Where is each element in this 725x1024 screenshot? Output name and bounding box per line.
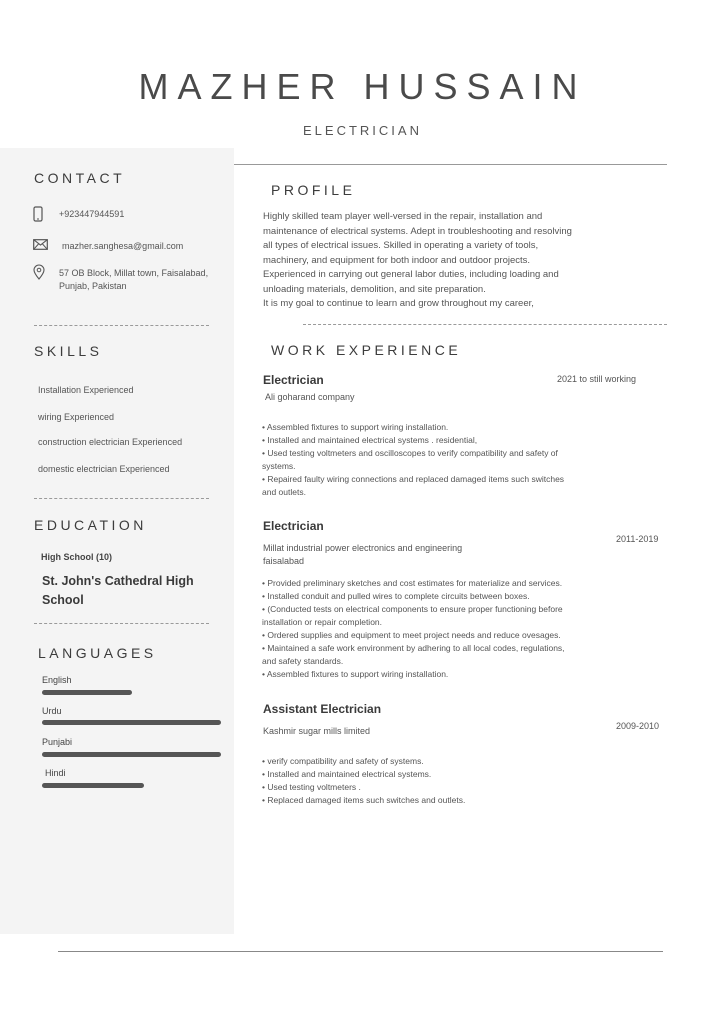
- main-divider: [303, 324, 667, 325]
- sidebar-divider: [34, 325, 209, 326]
- resume-title: ELECTRICIAN: [303, 123, 422, 138]
- language-name: Punjabi: [42, 737, 73, 747]
- language-name: Urdu: [42, 706, 62, 716]
- job-bullet: • Assembled fixtures to support wiring installation.: [262, 669, 449, 679]
- job-bullet: • verify compatibility and safety of systems.: [262, 756, 424, 766]
- address-line-2: Punjab, Pakistan: [59, 281, 127, 291]
- footer-divider: [58, 951, 663, 952]
- education-level: High School (10): [41, 552, 113, 562]
- sidebar-divider: [34, 623, 209, 624]
- job-bullet: and outlets.: [262, 487, 306, 497]
- language-name: Hindi: [45, 768, 66, 778]
- job-dates: 2021 to still working: [557, 374, 637, 384]
- job-bullet: • Used testing voltmeters and oscilloscopes to verify compatibility and safety of: [262, 448, 558, 458]
- job-bullets: [262, 421, 564, 499]
- sidebar-divider: [34, 498, 209, 499]
- profile-line: all types of electrical issues. Skilled in operating a variety of tools,: [263, 240, 539, 251]
- mail-icon: [33, 239, 48, 250]
- school-name-line-1: St. John's Cathedral High: [42, 574, 194, 588]
- resume-name: MAZHER HUSSAIN: [138, 66, 587, 107]
- address-line-1: 57 OB Block, Millat town, Faisalabad,: [59, 268, 209, 278]
- work-experience-heading: WORK EXPERIENCE: [271, 342, 462, 358]
- phone-icon: [33, 206, 43, 222]
- languages-heading: LANGUAGES: [38, 645, 157, 661]
- job-bullet: • Installed conduit and pulled wires to complete circuits between boxes.: [262, 591, 530, 601]
- job-company: Millat industrial power electronics and engineering: [263, 543, 463, 553]
- job-bullet: • Installed and maintained electrical systems.: [262, 769, 432, 779]
- profile-line: Experienced in carrying out general labor duties, including loading and: [263, 269, 559, 280]
- job-company: Ali goharand company: [265, 392, 355, 402]
- header-divider: [234, 164, 667, 165]
- job-bullet: • Assembled fixtures to support wiring installation.: [262, 422, 449, 432]
- skill-item: wiring Experienced: [38, 412, 115, 422]
- profile-line: Highly skilled team player well-versed in the repair, installation and: [263, 211, 543, 222]
- profile-heading: PROFILE: [271, 182, 356, 198]
- contact-heading: CONTACT: [34, 170, 126, 186]
- phone-number[interactable]: +923447944591: [59, 209, 125, 219]
- job-bullet: systems.: [262, 461, 296, 471]
- profile-line: It is my goal to continue to learn and grow throughout my career,: [263, 298, 534, 309]
- job-bullet: and safety standards.: [262, 656, 344, 666]
- education-heading: EDUCATION: [34, 517, 147, 533]
- job-company-location: faisalabad: [263, 556, 305, 566]
- job-dates: 2011-2019: [616, 534, 659, 544]
- profile-line: unloading materials, demolition, and site preparation.: [263, 283, 486, 295]
- skill-item: domestic electrician Experienced: [38, 464, 170, 474]
- profile-text: [263, 210, 663, 312]
- job-bullet: installation or repair completion.: [262, 617, 383, 627]
- job-bullet: • Repaired faulty wiring connections and replaced damaged items such switches: [262, 474, 565, 484]
- job-bullets: [262, 755, 465, 807]
- job-bullet: • Maintained a safe work environment by adhering to all local codes, regulations,: [262, 643, 565, 653]
- skill-item: Installation Experienced: [38, 385, 134, 395]
- job-bullet: • (Conducted tests on electrical components to ensure proper functioning before: [262, 604, 563, 614]
- job-bullet: • Ordered supplies and equipment to meet project needs and reduce ovesages.: [262, 630, 561, 640]
- language-level-bar: [42, 752, 221, 757]
- profile-line: maintenance of electrical systems. Adept in troubleshooting and resolving: [263, 225, 572, 237]
- location-pin-icon: [33, 264, 45, 280]
- job-bullets: [262, 577, 565, 681]
- job-bullet: • Used testing voltmeters .: [262, 782, 361, 792]
- job-company: Kashmir sugar mills limited: [263, 726, 371, 736]
- job-title: Electrician: [263, 519, 324, 533]
- email-address[interactable]: mazher.sanghesa@gmail.com: [62, 241, 184, 251]
- job-bullet: • Provided preliminary sketches and cost estimates for materialize and services.: [262, 578, 563, 588]
- language-level-bar: [42, 690, 132, 695]
- language-name: English: [42, 675, 72, 685]
- school-name-line-2: School: [42, 593, 84, 607]
- profile-line: machinery, and equipment for both indoor and outdoor projects.: [263, 254, 531, 266]
- skill-item: construction electrician Experienced: [38, 437, 183, 447]
- skills-heading: SKILLS: [34, 343, 103, 359]
- job-bullet: • Installed and maintained electrical systems . residential,: [262, 435, 478, 445]
- job-dates: 2009-2010: [616, 721, 660, 731]
- job-title: Electrician: [263, 373, 324, 387]
- job-title: Assistant Electrician: [263, 702, 382, 716]
- language-level-bar: [42, 720, 221, 725]
- language-level-bar: [42, 783, 144, 788]
- job-bullet: • Replaced damaged items such switches and outlets.: [262, 795, 466, 805]
